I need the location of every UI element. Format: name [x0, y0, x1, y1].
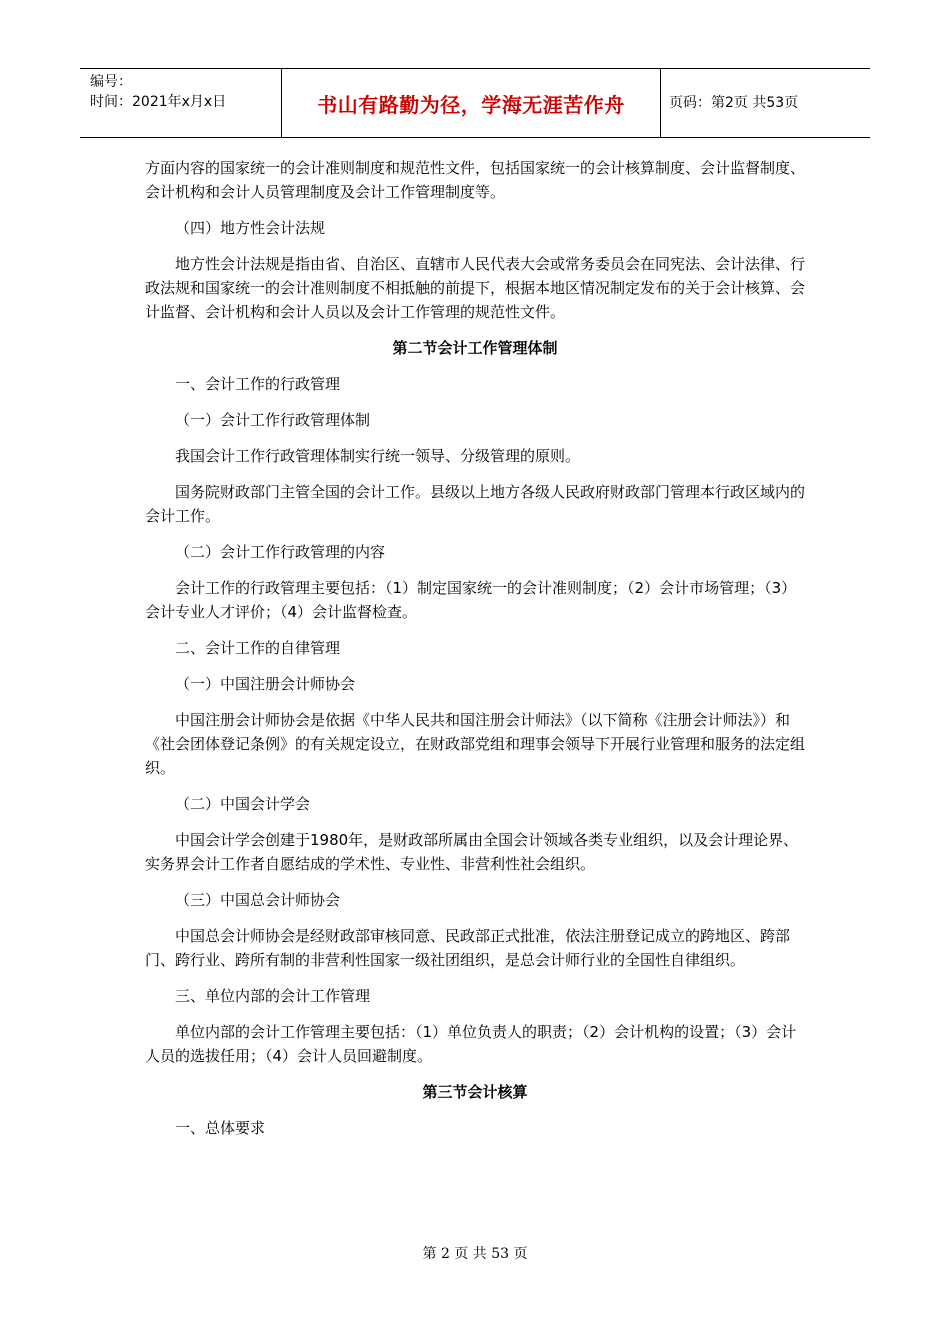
subsection-heading: 一、会计工作的行政管理 [175, 375, 341, 393]
header-page-info: 页码：第2页 共53页 [669, 95, 799, 111]
subsection-heading: 一、总体要求 [175, 1119, 266, 1137]
page-footer: 第 2 页 共 53 页 [422, 1246, 528, 1262]
paragraph: 中国总会计师协会是经财政部审核同意、民政部正式批准，依法注册登记成立的跨地区、跨部门、跨行业、跨所有制的非营利性国家一级社团组织，是总会计师行业的全国性自律组织。 [145, 927, 791, 969]
paragraph: 单位内部的会计工作管理主要包括：（1）单位负责人的职责；（2）会计机构的设置；（3）会计人员的选拔任用；（4）会计人员回避制度。 [145, 1023, 797, 1065]
header-motto-cell [282, 69, 661, 137]
paragraph: 国务院财政部门主管全国的会计工作。县级以上地方各级人民政府财政部门管理本行政区域内的会计工作。 [145, 483, 806, 525]
paragraph-continued: 方面内容的国家统一的会计准则制度和规范性文件，包括国家统一的会计核算制度、会计监督制度、会计机构和会计人员管理制度及会计工作管理制度等。 [145, 159, 806, 201]
paragraph: 会计工作的行政管理主要包括：（1）制定国家统一的会计准则制度；（2）会计市场管理；（3）会计专业人才评价；（4）会计监督检查。 [145, 579, 797, 621]
subsection-heading: （二）中国会计学会 [175, 795, 311, 813]
section-heading: 第三节会计核算 [422, 1083, 528, 1101]
subsection-heading: 三、单位内部的会计工作管理 [175, 987, 371, 1005]
subsection-heading: （一）中国注册会计师协会 [175, 675, 356, 693]
paragraph: 我国会计工作行政管理体制实行统一领导、分级管理的原则。 [175, 447, 581, 465]
subsection-heading: 二、会计工作的自律管理 [175, 639, 341, 657]
header-page-cell [661, 69, 870, 137]
document-date: 时间：2021年x月x日 [90, 94, 227, 110]
subsection-heading: （四）地方性会计法规 [175, 219, 326, 237]
subsection-heading: （二）会计工作行政管理的内容 [175, 543, 386, 561]
subsection-heading: （一）会计工作行政管理体制 [175, 411, 371, 429]
paragraph: 中国会计学会创建于1980年，是财政部所属由全国会计领域各类专业组织，以及会计理论界、实务界会计工作者自愿结成的学术性、专业性、非营利性社会组织。 [145, 831, 799, 873]
paragraph: 地方性会计法规是指由省、自治区、直辖市人民代表大会或常务委员会在同宪法、会计法律、行政法规和国家统一的会计准则制度不相抵触的前提下，根据本地区情况制定发布的关于会计核算、会计监督、会计机构和会计人员以及会计工作管理的规范性文件。 [145, 255, 806, 321]
paragraph: 中国注册会计师协会是依据《中华人民共和国注册会计师法》（以下简称《注册会计师法》）和《社会团体登记条例》的有关规定设立，在财政部党组和理事会领导下开展行业管理和服务的法定组织。 [145, 711, 806, 777]
section-heading: 第二节会计工作管理体制 [392, 339, 558, 357]
page-header [80, 68, 870, 138]
document-number-label: 编号： [90, 74, 132, 90]
header-meta-cell [80, 69, 282, 137]
subsection-heading: （三）中国总会计师协会 [175, 891, 341, 909]
document-body [145, 156, 805, 1152]
header-motto: 书山有路勤为径，学海无涯苦作舟 [317, 93, 625, 117]
